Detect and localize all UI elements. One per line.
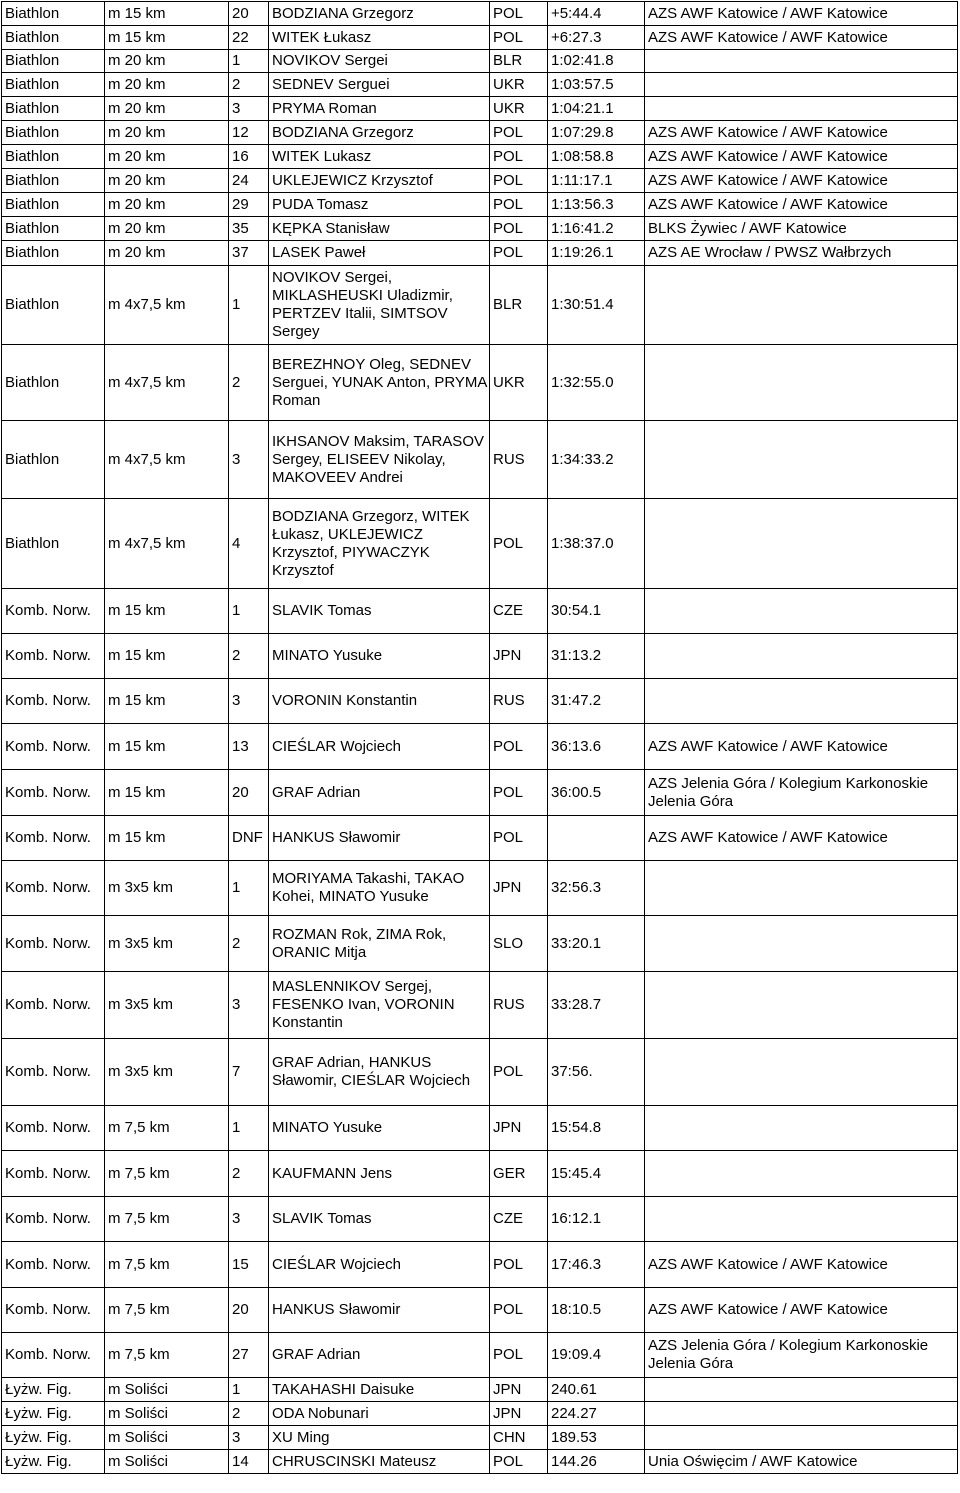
- place-cell: 14: [229, 1450, 269, 1474]
- athlete-cell: GRAF Adrian: [269, 770, 490, 816]
- event-cell: m 20 km: [105, 50, 229, 73]
- athlete-cell: UKLEJEWICZ Krzysztof: [269, 169, 490, 193]
- athlete-cell: TAKAHASHI Daisuke: [269, 1378, 490, 1402]
- table-row: [2, 861, 958, 916]
- country-cell: POL: [490, 121, 548, 145]
- event-cell: m 7,5 km: [105, 1288, 229, 1333]
- athlete-cell: HANKUS Sławomir: [269, 1288, 490, 1333]
- event-cell: m 7,5 km: [105, 1106, 229, 1151]
- athlete-cell: HANKUS Sławomir: [269, 816, 490, 861]
- result-cell: [548, 816, 645, 861]
- country-cell: POL: [490, 217, 548, 241]
- event-cell: m 20 km: [105, 121, 229, 145]
- table-row: [2, 241, 958, 266]
- table-row: [2, 916, 958, 972]
- result-cell: 33:20.1: [548, 916, 645, 972]
- athlete-cell: PRYMA Roman: [269, 97, 490, 121]
- table-row: [2, 1197, 958, 1242]
- club-cell: [645, 499, 958, 589]
- athlete-cell: KAUFMANN Jens: [269, 1151, 490, 1197]
- result-cell: 1:32:55.0: [548, 345, 645, 421]
- country-cell: JPN: [490, 1402, 548, 1426]
- event-cell: m 15 km: [105, 724, 229, 770]
- result-cell: 224.27: [548, 1402, 645, 1426]
- result-cell: 1:19:26.1: [548, 241, 645, 266]
- country-cell: JPN: [490, 634, 548, 679]
- result-cell: 31:47.2: [548, 679, 645, 724]
- event-cell: m 7,5 km: [105, 1242, 229, 1288]
- result-cell: 1:11:17.1: [548, 169, 645, 193]
- country-cell: UKR: [490, 97, 548, 121]
- club-cell: [645, 97, 958, 121]
- club-cell: Unia Oświęcim / AWF Katowice: [645, 1450, 958, 1474]
- event-cell: m 4x7,5 km: [105, 266, 229, 345]
- event-cell: m 15 km: [105, 816, 229, 861]
- table-row: [2, 1402, 958, 1426]
- country-cell: JPN: [490, 1106, 548, 1151]
- club-cell: [645, 345, 958, 421]
- country-cell: JPN: [490, 1378, 548, 1402]
- event-cell: m 7,5 km: [105, 1151, 229, 1197]
- sport-cell: Komb. Norw.: [2, 1039, 105, 1106]
- country-cell: GER: [490, 1151, 548, 1197]
- table-row: [2, 770, 958, 816]
- sport-cell: Komb. Norw.: [2, 770, 105, 816]
- event-cell: m 15 km: [105, 2, 229, 26]
- country-cell: BLR: [490, 266, 548, 345]
- result-cell: 189.53: [548, 1426, 645, 1450]
- athlete-cell: BODZIANA Grzegorz: [269, 2, 490, 26]
- athlete-cell: BEREZHNOY Oleg, SEDNEV Serguei, YUNAK Anton, PRYMA Roman: [269, 345, 490, 421]
- table-row: [2, 169, 958, 193]
- table-row: [2, 1378, 958, 1402]
- table-row: [2, 1106, 958, 1151]
- table-row: [2, 217, 958, 241]
- result-cell: 240.61: [548, 1378, 645, 1402]
- table-row: [2, 1151, 958, 1197]
- event-cell: m 20 km: [105, 73, 229, 97]
- result-cell: 1:02:41.8: [548, 50, 645, 73]
- club-cell: AZS AWF Katowice / AWF Katowice: [645, 724, 958, 770]
- event-cell: m 15 km: [105, 634, 229, 679]
- place-cell: 1: [229, 861, 269, 916]
- country-cell: POL: [490, 2, 548, 26]
- country-cell: POL: [490, 499, 548, 589]
- country-cell: POL: [490, 145, 548, 169]
- club-cell: AZS AWF Katowice / AWF Katowice: [645, 193, 958, 217]
- place-cell: 1: [229, 589, 269, 634]
- club-cell: AZS AWF Katowice / AWF Katowice: [645, 145, 958, 169]
- country-cell: UKR: [490, 345, 548, 421]
- sport-cell: Komb. Norw.: [2, 816, 105, 861]
- table-row: [2, 145, 958, 169]
- athlete-cell: MINATO Yusuke: [269, 1106, 490, 1151]
- club-cell: [645, 916, 958, 972]
- country-cell: POL: [490, 169, 548, 193]
- athlete-cell: XU Ming: [269, 1426, 490, 1450]
- club-cell: [645, 1106, 958, 1151]
- athlete-cell: SEDNEV Serguei: [269, 73, 490, 97]
- athlete-cell: CIEŚLAR Wojciech: [269, 1242, 490, 1288]
- table-row: [2, 589, 958, 634]
- place-cell: 12: [229, 121, 269, 145]
- result-cell: 15:54.8: [548, 1106, 645, 1151]
- place-cell: 24: [229, 169, 269, 193]
- event-cell: m 4x7,5 km: [105, 345, 229, 421]
- table-row: [2, 724, 958, 770]
- place-cell: 13: [229, 724, 269, 770]
- table-row: [2, 1333, 958, 1378]
- event-cell: m 20 km: [105, 217, 229, 241]
- result-cell: 1:04:21.1: [548, 97, 645, 121]
- result-cell: 1:13:56.3: [548, 193, 645, 217]
- sport-cell: Komb. Norw.: [2, 861, 105, 916]
- country-cell: POL: [490, 724, 548, 770]
- event-cell: m Soliści: [105, 1426, 229, 1450]
- sport-cell: Komb. Norw.: [2, 972, 105, 1039]
- country-cell: POL: [490, 1039, 548, 1106]
- club-cell: [645, 1197, 958, 1242]
- place-cell: 22: [229, 26, 269, 50]
- table-row: [2, 73, 958, 97]
- sport-cell: Biathlon: [2, 169, 105, 193]
- result-cell: 1:16:41.2: [548, 217, 645, 241]
- table-row: [2, 972, 958, 1039]
- club-cell: AZS AWF Katowice / AWF Katowice: [645, 121, 958, 145]
- place-cell: 16: [229, 145, 269, 169]
- place-cell: 20: [229, 1288, 269, 1333]
- result-cell: +5:44.4: [548, 2, 645, 26]
- result-cell: 1:30:51.4: [548, 266, 645, 345]
- place-cell: 3: [229, 1426, 269, 1450]
- sport-cell: Biathlon: [2, 97, 105, 121]
- table-row: [2, 1426, 958, 1450]
- club-cell: AZS Jelenia Góra / Kolegium Karkonoskie Jelenia Góra: [645, 770, 958, 816]
- place-cell: 3: [229, 421, 269, 499]
- sport-cell: Komb. Norw.: [2, 589, 105, 634]
- event-cell: m Soliści: [105, 1402, 229, 1426]
- event-cell: m 3x5 km: [105, 1039, 229, 1106]
- place-cell: 2: [229, 1151, 269, 1197]
- place-cell: 29: [229, 193, 269, 217]
- event-cell: m 15 km: [105, 26, 229, 50]
- result-cell: 15:45.4: [548, 1151, 645, 1197]
- athlete-cell: SLAVIK Tomas: [269, 589, 490, 634]
- club-cell: [645, 1426, 958, 1450]
- country-cell: POL: [490, 1333, 548, 1378]
- place-cell: 15: [229, 1242, 269, 1288]
- country-cell: SLO: [490, 916, 548, 972]
- club-cell: [645, 1151, 958, 1197]
- sport-cell: Komb. Norw.: [2, 679, 105, 724]
- athlete-cell: MASLENNIKOV Sergej, FESENKO Ivan, VORONIN Konstantin: [269, 972, 490, 1039]
- country-cell: POL: [490, 1242, 548, 1288]
- sport-cell: Łyżw. Fig.: [2, 1426, 105, 1450]
- event-cell: m 7,5 km: [105, 1197, 229, 1242]
- sport-cell: Biathlon: [2, 121, 105, 145]
- place-cell: 20: [229, 2, 269, 26]
- sport-cell: Komb. Norw.: [2, 1288, 105, 1333]
- club-cell: [645, 73, 958, 97]
- sport-cell: Biathlon: [2, 499, 105, 589]
- club-cell: AZS AWF Katowice / AWF Katowice: [645, 26, 958, 50]
- sport-cell: Komb. Norw.: [2, 1333, 105, 1378]
- place-cell: 20: [229, 770, 269, 816]
- athlete-cell: WITEK Łukasz: [269, 26, 490, 50]
- place-cell: 7: [229, 1039, 269, 1106]
- event-cell: m 20 km: [105, 145, 229, 169]
- club-cell: [645, 972, 958, 1039]
- athlete-cell: CHRUSCINSKI Mateusz: [269, 1450, 490, 1474]
- event-cell: m 20 km: [105, 97, 229, 121]
- place-cell: 1: [229, 266, 269, 345]
- result-cell: +6:27.3: [548, 26, 645, 50]
- sport-cell: Komb. Norw.: [2, 1242, 105, 1288]
- table-row: [2, 50, 958, 73]
- sport-cell: Łyżw. Fig.: [2, 1402, 105, 1426]
- place-cell: 27: [229, 1333, 269, 1378]
- country-cell: POL: [490, 26, 548, 50]
- sport-cell: Biathlon: [2, 145, 105, 169]
- table-row: [2, 1288, 958, 1333]
- event-cell: m 15 km: [105, 770, 229, 816]
- result-cell: 1:03:57.5: [548, 73, 645, 97]
- sport-cell: Biathlon: [2, 266, 105, 345]
- sport-cell: Biathlon: [2, 345, 105, 421]
- place-cell: 3: [229, 1197, 269, 1242]
- place-cell: 37: [229, 241, 269, 266]
- sport-cell: Komb. Norw.: [2, 1197, 105, 1242]
- result-cell: 1:07:29.8: [548, 121, 645, 145]
- athlete-cell: GRAF Adrian, HANKUS Sławomir, CIEŚLAR Wojciech: [269, 1039, 490, 1106]
- result-cell: 37:56.: [548, 1039, 645, 1106]
- table-row: [2, 121, 958, 145]
- athlete-cell: MORIYAMA Takashi, TAKAO Kohei, MINATO Yusuke: [269, 861, 490, 916]
- sport-cell: Biathlon: [2, 2, 105, 26]
- country-cell: CZE: [490, 589, 548, 634]
- table-row: [2, 1450, 958, 1474]
- club-cell: [645, 1402, 958, 1426]
- event-cell: m 3x5 km: [105, 916, 229, 972]
- table-row: [2, 634, 958, 679]
- result-cell: 31:13.2: [548, 634, 645, 679]
- country-cell: POL: [490, 241, 548, 266]
- athlete-cell: MINATO Yusuke: [269, 634, 490, 679]
- results-body: [2, 2, 958, 1474]
- country-cell: POL: [490, 770, 548, 816]
- athlete-cell: VORONIN Konstantin: [269, 679, 490, 724]
- club-cell: AZS AWF Katowice / AWF Katowice: [645, 2, 958, 26]
- athlete-cell: KĘPKA Stanisław: [269, 217, 490, 241]
- result-cell: 32:56.3: [548, 861, 645, 916]
- place-cell: 1: [229, 1378, 269, 1402]
- event-cell: m 4x7,5 km: [105, 499, 229, 589]
- event-cell: m 15 km: [105, 679, 229, 724]
- place-cell: 2: [229, 73, 269, 97]
- sport-cell: Komb. Norw.: [2, 634, 105, 679]
- event-cell: m 4x7,5 km: [105, 421, 229, 499]
- result-cell: 33:28.7: [548, 972, 645, 1039]
- sport-cell: Biathlon: [2, 73, 105, 97]
- country-cell: UKR: [490, 73, 548, 97]
- table-row: [2, 1242, 958, 1288]
- country-cell: CZE: [490, 1197, 548, 1242]
- table-row: [2, 26, 958, 50]
- athlete-cell: BODZIANA Grzegorz: [269, 121, 490, 145]
- sport-cell: Biathlon: [2, 26, 105, 50]
- athlete-cell: BODZIANA Grzegorz, WITEK Łukasz, UKLEJEWICZ Krzysztof, PIYWACZYK Krzysztof: [269, 499, 490, 589]
- table-row: [2, 499, 958, 589]
- country-cell: CHN: [490, 1426, 548, 1450]
- result-cell: 36:00.5: [548, 770, 645, 816]
- club-cell: BLKS Żywiec / AWF Katowice: [645, 217, 958, 241]
- athlete-cell: GRAF Adrian: [269, 1333, 490, 1378]
- athlete-cell: ODA Nobunari: [269, 1402, 490, 1426]
- club-cell: [645, 50, 958, 73]
- result-cell: 30:54.1: [548, 589, 645, 634]
- club-cell: AZS AWF Katowice / AWF Katowice: [645, 1288, 958, 1333]
- place-cell: 3: [229, 97, 269, 121]
- place-cell: 2: [229, 916, 269, 972]
- table-row: [2, 193, 958, 217]
- event-cell: m 20 km: [105, 169, 229, 193]
- athlete-cell: NOVIKOV Sergei, MIKLASHEUSKI Uladizmir, PERTZEV Italii, SIMTSOV Sergey: [269, 266, 490, 345]
- sport-cell: Biathlon: [2, 241, 105, 266]
- table-row: [2, 679, 958, 724]
- country-cell: BLR: [490, 50, 548, 73]
- result-cell: 144.26: [548, 1450, 645, 1474]
- country-cell: RUS: [490, 421, 548, 499]
- table-row: [2, 266, 958, 345]
- country-cell: RUS: [490, 972, 548, 1039]
- sport-cell: Łyżw. Fig.: [2, 1450, 105, 1474]
- results-table: [1, 1, 958, 1474]
- table-row: [2, 97, 958, 121]
- table-row: [2, 345, 958, 421]
- country-cell: POL: [490, 193, 548, 217]
- club-cell: [645, 266, 958, 345]
- table-row: [2, 2, 958, 26]
- athlete-cell: SLAVIK Tomas: [269, 1197, 490, 1242]
- table-row: [2, 816, 958, 861]
- sport-cell: Łyżw. Fig.: [2, 1378, 105, 1402]
- result-cell: 19:09.4: [548, 1333, 645, 1378]
- club-cell: [645, 421, 958, 499]
- event-cell: m 7,5 km: [105, 1333, 229, 1378]
- sport-cell: Komb. Norw.: [2, 1151, 105, 1197]
- club-cell: [645, 861, 958, 916]
- club-cell: AZS AE Wrocław / PWSZ Wałbrzych: [645, 241, 958, 266]
- athlete-cell: PUDA Tomasz: [269, 193, 490, 217]
- club-cell: AZS AWF Katowice / AWF Katowice: [645, 169, 958, 193]
- event-cell: m 20 km: [105, 241, 229, 266]
- country-cell: JPN: [490, 861, 548, 916]
- place-cell: 35: [229, 217, 269, 241]
- place-cell: 1: [229, 1106, 269, 1151]
- result-cell: 18:10.5: [548, 1288, 645, 1333]
- result-cell: 36:13.6: [548, 724, 645, 770]
- athlete-cell: IKHSANOV Maksim, TARASOV Sergey, ELISEEV Nikolay, MAKOVEEV Andrei: [269, 421, 490, 499]
- athlete-cell: LASEK Paweł: [269, 241, 490, 266]
- club-cell: AZS Jelenia Góra / Kolegium Karkonoskie Jelenia Góra: [645, 1333, 958, 1378]
- result-cell: 17:46.3: [548, 1242, 645, 1288]
- table-row: [2, 1039, 958, 1106]
- country-cell: POL: [490, 816, 548, 861]
- result-cell: 1:08:58.8: [548, 145, 645, 169]
- result-cell: 1:38:37.0: [548, 499, 645, 589]
- club-cell: AZS AWF Katowice / AWF Katowice: [645, 816, 958, 861]
- athlete-cell: NOVIKOV Sergei: [269, 50, 490, 73]
- event-cell: m Soliści: [105, 1450, 229, 1474]
- athlete-cell: ROZMAN Rok, ZIMA Rok, ORANIC Mitja: [269, 916, 490, 972]
- event-cell: m 3x5 km: [105, 972, 229, 1039]
- club-cell: [645, 679, 958, 724]
- sport-cell: Biathlon: [2, 217, 105, 241]
- sport-cell: Biathlon: [2, 193, 105, 217]
- event-cell: m 20 km: [105, 193, 229, 217]
- place-cell: 2: [229, 345, 269, 421]
- sport-cell: Komb. Norw.: [2, 724, 105, 770]
- event-cell: m 3x5 km: [105, 861, 229, 916]
- result-cell: 1:34:33.2: [548, 421, 645, 499]
- place-cell: 1: [229, 50, 269, 73]
- club-cell: [645, 634, 958, 679]
- place-cell: DNF: [229, 816, 269, 861]
- club-cell: [645, 1378, 958, 1402]
- club-cell: AZS AWF Katowice / AWF Katowice: [645, 1242, 958, 1288]
- country-cell: POL: [490, 1450, 548, 1474]
- result-cell: 16:12.1: [548, 1197, 645, 1242]
- place-cell: 2: [229, 634, 269, 679]
- table-row: [2, 421, 958, 499]
- place-cell: 2: [229, 1402, 269, 1426]
- sport-cell: Komb. Norw.: [2, 1106, 105, 1151]
- athlete-cell: WITEK Lukasz: [269, 145, 490, 169]
- event-cell: m Soliści: [105, 1378, 229, 1402]
- club-cell: [645, 1039, 958, 1106]
- club-cell: [645, 589, 958, 634]
- sport-cell: Biathlon: [2, 50, 105, 73]
- country-cell: POL: [490, 1288, 548, 1333]
- place-cell: 3: [229, 679, 269, 724]
- place-cell: 4: [229, 499, 269, 589]
- place-cell: 3: [229, 972, 269, 1039]
- athlete-cell: CIEŚLAR Wojciech: [269, 724, 490, 770]
- event-cell: m 15 km: [105, 589, 229, 634]
- country-cell: RUS: [490, 679, 548, 724]
- sport-cell: Komb. Norw.: [2, 916, 105, 972]
- sport-cell: Biathlon: [2, 421, 105, 499]
